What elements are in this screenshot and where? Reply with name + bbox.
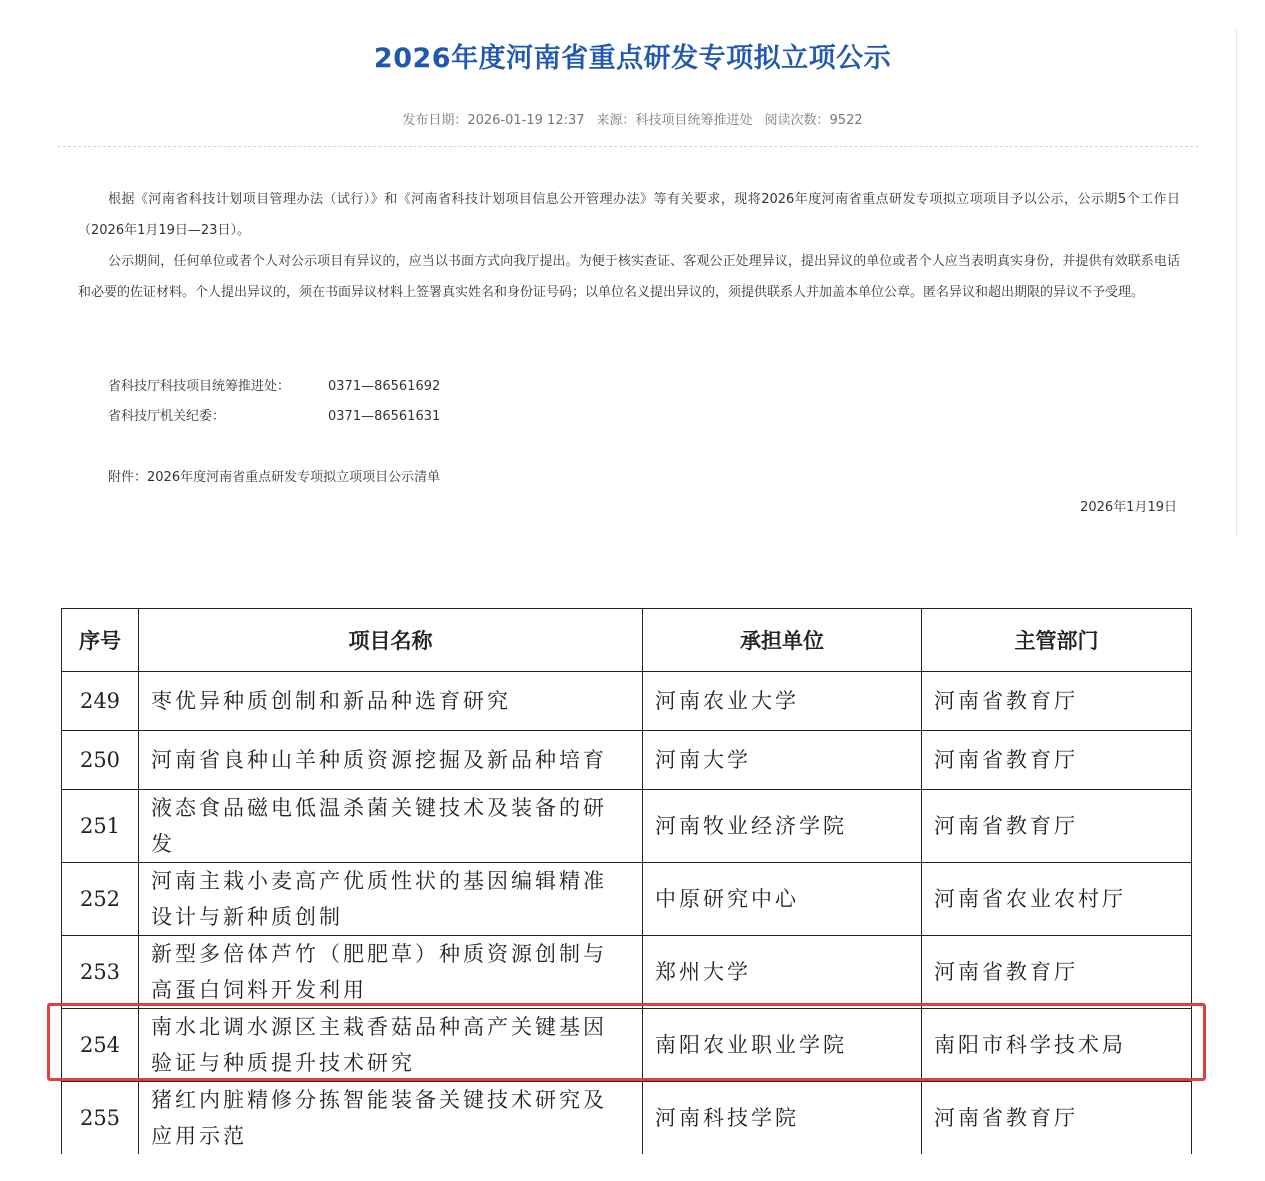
row-project-name: 猪红内脏精修分拣智能装备关键技术研究及应用示范 — [139, 1082, 643, 1155]
row-dept: 南阳市科学技术局 — [922, 1009, 1192, 1082]
row-unit: 郑州大学 — [643, 936, 922, 1009]
table-header-row — [62, 609, 1192, 672]
row-unit: 中原研究中心 — [643, 863, 922, 936]
row-unit: 河南牧业经济学院 — [643, 790, 922, 863]
header-no: 序号 — [62, 609, 139, 672]
publish-date: 发布日期：2026-01-19 12:37 — [402, 113, 585, 128]
row-project-name: 新型多倍体芦竹（肥肥草）种质资源创制与高蛋白饲料开发利用 — [139, 936, 643, 1009]
row-project-name: 枣优异种质创制和新品种选育研究 — [139, 672, 643, 731]
row-dept: 河南省农业农村厅 — [922, 863, 1192, 936]
row-dept: 河南省教育厅 — [922, 731, 1192, 790]
row-dept: 河南省教育厅 — [922, 936, 1192, 1009]
contact-label: 省科技厅科技项目统筹推进处： — [108, 379, 291, 394]
row-dept: 河南省教育厅 — [922, 790, 1192, 863]
header-dept: 主管部门 — [922, 609, 1192, 672]
right-border-line — [1236, 28, 1237, 536]
row-no: 254 — [62, 1009, 139, 1082]
source: 来源：科技项目统筹推进处 — [596, 113, 753, 128]
contact-phone: 0371—86561692 — [328, 379, 441, 394]
row-unit: 河南大学 — [643, 731, 922, 790]
table-row — [62, 863, 1192, 936]
table-row — [62, 790, 1192, 863]
contact-phone: 0371—86561631 — [328, 409, 441, 424]
table-row-highlighted — [62, 1009, 1192, 1082]
table-row — [62, 731, 1192, 790]
row-no: 249 — [62, 672, 139, 731]
row-unit: 河南农业大学 — [643, 672, 922, 731]
row-project-name: 河南省良种山羊种质资源挖掘及新品种培育 — [139, 731, 643, 790]
table-row — [62, 936, 1192, 1009]
publish-signature-date: 2026年1月19日 — [1080, 500, 1177, 515]
project-table — [61, 608, 1192, 1154]
row-project-name: 河南主栽小麦高产优质性状的基因编辑精准设计与新种质创制 — [139, 863, 643, 936]
contact-line — [108, 375, 440, 394]
paragraph-requirements: 根据《河南省科技计划项目管理办法（试行）》和《河南省科技计划项目信息公开管理办法》等有关要求，现将2026年度河南省重点研发专项拟立项项目予以公示，公示期5个工作日（2026年1月19日—23日）。 — [78, 192, 1180, 238]
row-unit: 南阳农业职业学院 — [643, 1009, 922, 1082]
header-project-name: 项目名称 — [139, 609, 643, 672]
table-row — [62, 672, 1192, 731]
table-row — [62, 1082, 1192, 1155]
row-no: 251 — [62, 790, 139, 863]
row-project-name: 南水北调水源区主栽香菇品种高产关键基因验证与种质提升技术研究 — [139, 1009, 643, 1082]
row-unit: 河南科技学院 — [643, 1082, 922, 1155]
read-count: 阅读次数：9522 — [764, 113, 863, 128]
row-dept: 河南省教育厅 — [922, 1082, 1192, 1155]
row-no: 250 — [62, 731, 139, 790]
header-unit: 承担单位 — [643, 609, 922, 672]
row-no: 253 — [62, 936, 139, 1009]
row-project-name: 液态食品磁电低温杀菌关键技术及装备的研发 — [139, 790, 643, 863]
row-no: 255 — [62, 1082, 139, 1155]
paragraph-objection: 公示期间，任何单位或者个人对公示项目有异议的，应当以书面方式向我厅提出。为便于核实查证、客观公正处理异议，提出异议的单位或者个人应当表明真实身份，并提供有效联系电话和必要的佐证材料。个人提出异议的，须在书面异议材料上签署真实姓名和身份证号码；以单位名义提出异议的，须提供联系人并加盖本单位公章。匿名异议和超出期限的异议不予受理。 — [78, 254, 1180, 300]
article-title: 2026年度河南省重点研发专项拟立项公示 — [373, 43, 892, 74]
row-dept: 河南省教育厅 — [922, 672, 1192, 731]
meta-divider — [58, 146, 1198, 147]
row-no: 252 — [62, 863, 139, 936]
contact-label: 省科技厅机关纪委： — [108, 409, 226, 424]
attachment-link[interactable]: 附件：2026年度河南省重点研发专项拟立项项目公示清单 — [108, 470, 441, 485]
article-meta — [0, 109, 1265, 128]
contact-line — [108, 405, 440, 424]
